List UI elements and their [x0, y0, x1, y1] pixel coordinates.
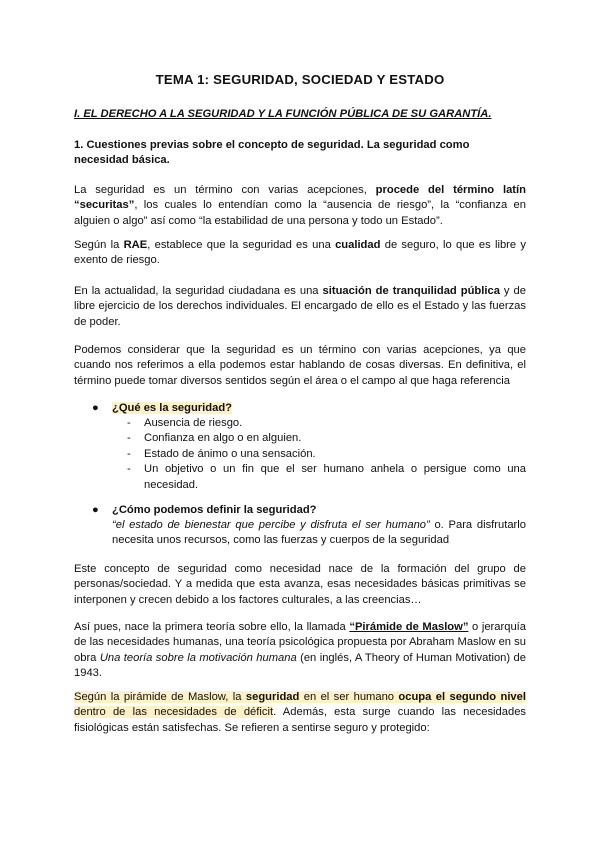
bullet-como-definir	[92, 503, 317, 518]
p6-text-e: (en inglés, A Theory of Human Motivation) de 1943.	[74, 651, 526, 680]
section-heading: I. EL DERECHO A LA SEGURIDAD Y LA FUNCIÓN PÚBLICA DE SU GARANTÍA.	[74, 108, 492, 120]
quote-rest: o. Para disfrutarlo necesita unos recursos, como las fuerzas y cuerpos de la seguridad	[112, 519, 526, 547]
dash-marker: -	[127, 417, 131, 429]
paragraph-6	[74, 620, 526, 682]
dash-marker: -	[127, 447, 131, 460]
p7-text-a: Según la pirámide de Maslow, la	[74, 691, 246, 703]
bullet-dot-icon: ●	[92, 402, 99, 414]
list-item	[127, 447, 526, 462]
list-item	[127, 416, 526, 431]
paragraph-2	[74, 238, 526, 269]
p4-text: Podemos considerar que la seguridad es un término con varias acepciones, ya que cuando nos referimos a ella podemos estar hablando de cosas diversas. En definitiva, el término puede tomar diversos sentidos según el área o el campo al que haga referencia	[74, 344, 526, 387]
paragraph-1	[74, 183, 526, 229]
bullet-que-es-label: ¿Qué es la seguridad?	[112, 402, 232, 414]
list-item-text: Un objetivo o un fin que el ser humano anhela o persigue como una necesidad.	[144, 463, 526, 491]
p7-bold-seguridad: seguridad	[245, 691, 300, 703]
p2-bold-cualidad: cualidad	[335, 239, 381, 251]
paragraph-5	[74, 562, 526, 608]
bullet-que-es	[92, 401, 232, 416]
list-item-text: Confianza en algo o en alguien.	[144, 432, 302, 445]
list-item-text: Ausencia de riesgo.	[144, 417, 243, 429]
paragraph-4	[74, 343, 526, 389]
p6-text-c: o jerarquía de las necesidades humanas, una teoría psicológica propuesta por Abraham Maslow en su obra	[74, 621, 526, 664]
maslow-link-text: “Pirámide de Maslow”	[349, 621, 469, 633]
p2-bold-rae: RAE	[123, 239, 148, 251]
p6-italic-title: Una teoría sobre la motivación humana	[99, 651, 297, 664]
bullet-como-definir-label: ¿Cómo podemos definir la seguridad?	[112, 504, 317, 516]
p1-text-c: , los cuales lo entendían como la “ausencia de riesgo”, la “confianza en alguien o algo” así como “la estabilidad de una persona y todo un Estado”.	[74, 199, 526, 227]
p7-text-f: . Además, esta surge cuando las necesidades fisiológicas están satisfechas. Se refieren a sentirse seguro y protegido:	[74, 706, 527, 734]
list-item	[127, 431, 526, 446]
definitions-list	[127, 416, 526, 493]
p7-text-e: dentro de las necesidades de déficit	[74, 706, 274, 719]
dash-marker: -	[127, 463, 131, 476]
p6-text-a: Así pues, nace la primera teoría sobre ello, la llamada	[74, 621, 350, 633]
paragraph-7	[74, 690, 526, 736]
definition-quote	[112, 518, 526, 549]
p7-bold-segundo-nivel: ocupa el segundo nivel	[398, 691, 526, 703]
p3-text-c: y de libre ejercicio de los derechos individuales. El encargado de ello es el Estado y las fuerzas de poder.	[74, 285, 526, 328]
list-item	[127, 462, 526, 493]
quote-text: “el estado de bienestar que percibe y disfruta el ser humano”	[112, 519, 430, 531]
list-item-text: Estado de ánimo o una sensación.	[144, 447, 316, 460]
page-title: TEMA 1: SEGURIDAD, SOCIEDAD Y ESTADO	[155, 72, 445, 87]
paragraph-3	[74, 284, 526, 330]
p1-bold-latin: procede del término latín “securitas”	[74, 184, 526, 212]
p2-text-e: de seguro, lo que es libre y exento de riesgo.	[74, 239, 526, 267]
p7-text-c: en el ser humano	[299, 691, 399, 703]
p2-text-a: Según la	[74, 239, 124, 251]
dash-marker: -	[127, 432, 131, 445]
p1-text-a: La seguridad es un término con varias acepciones,	[74, 184, 376, 196]
p5-text: Este concepto de seguridad como necesidad nace de la formación del grupo de personas/sociedad. Y a medida que esta avanza, esas necesidades básicas primitivas se interponen y crecen debido a los factores culturales, a las creencias…	[74, 563, 526, 606]
bullet-dot-icon: ●	[92, 504, 99, 516]
p3-bold-tranquilidad: situación de tranquilidad pública	[322, 285, 500, 297]
p3-text-a: En la actualidad, la seguridad ciudadana es una	[74, 285, 323, 297]
subheading: 1. Cuestiones previas sobre el concepto de seguridad. La seguridad como necesidad básica.	[74, 139, 470, 167]
p2-text-c: , establece que la seguridad es una	[147, 239, 336, 251]
